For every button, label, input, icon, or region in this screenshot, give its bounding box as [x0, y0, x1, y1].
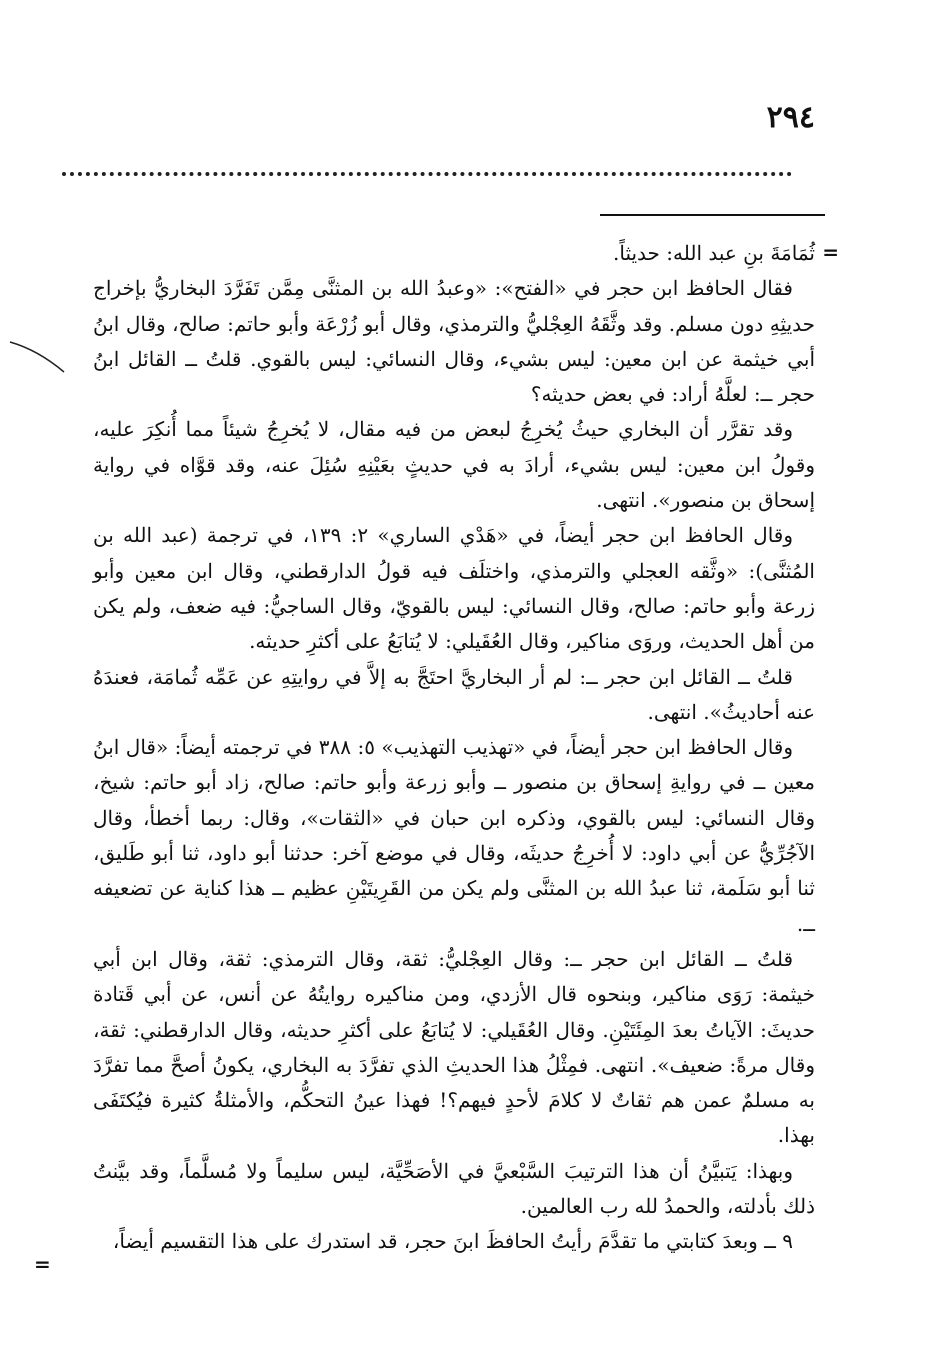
paragraph-5: قلتُ ــ القائل ابن حجر ــ: لم أر البخاريَّ احتَجَّ به إلاَّ في روايتِهِ عن عَمِّه ثُمامَة، فعندَهُ عنه أحاديثُ». انتهى.: [93, 664, 815, 724]
paragraph-2: فقال الحافظ ابن حجر في «الفتح»: «وعبدُ الله بن المثنَّى مِمَّن تَفَرَّدَ البخاريُّ بإخراج حديثِهِ دون مسلم. وقد وثَّقَهُ العِجْليُّ والترمذي، وقال أبو زُرْعَة وأبو حاتم: صالح، وقال ابنُ أبي خيثمة عن ابن معين: ليس بشيء، وقال النسائي: ليس بالقوي. قلتُ ــ القائل ابنُ حجر ــ: لعلَّهُ أراد: في بعض حديثه؟: [93, 276, 816, 407]
paragraph-9: ٩ ــ وبعدَ كتابتي ما تقدَّمَ رأيتُ الحافظَ ابنَ حجر، قد استدرك على هذا التقسيم أيضاً،: [112, 1229, 793, 1254]
paragraph-8: وبهذا: يَتبيَّنُ أن هذا الترتيبَ السَّبْعيَّ في الأصَحِّيَّة، ليس سليماً ولا مُسلَّماً، وقد بيَّنتُ ذلك بأدلته، والحمدُ لله رب العالمين.: [93, 1158, 815, 1219]
paragraph-3: وقد تقرَّر أن البخاري حيثُ يُخرِجُ لبعض من فيه مقال، لا يُخرِجُ شيئاً مما أُنكِرَ عليه، وقولُ ابن معين: ليس بشيء، أرادَ به في حديثٍ بعَيْنِهِ سُئِلَ عنه، وقد قوَّاه في رواية إسحاق بن منصور». انتهى.: [93, 417, 816, 513]
paragraph-1: ثُمَامَةَ بنِ عبد الله: حديثاً.: [613, 241, 815, 265]
paragraph-7: قلتُ ــ القائل ابن حجر ــ: وقال العِجْليُّ: ثقة، وقال الترمذي: ثقة، وقال ابن أبي خيثمة: رَوَى مناكير، وبنحوه قال الأزدي، ومن مناكيره روايتُهُ عن أنس، عن أبي قَتادة حديثَ: الآياتُ بعدَ المِئَتَيْنِ. وقال العُقَيلي: لا يُتابَعُ على أكثرِ حديثه، وقال الدارقطني: ثقة، وقال مرةً: ضعيف». انتهى. فمِثْلُ هذا الحديثِ الذي تفرَّدَ به البخاري، يكونُ أصحَّ مما تفرَّدَ به مسلمٌ عمن هم ثقاتٌ لا كلامَ لأحدٍ فيهم؟! فهذا عينُ التحكُّم، والأمثلةُ كثيرة فيُكتَفَى بهذا.: [93, 946, 815, 1148]
continuation-mark-bottom: =: [34, 1252, 51, 1276]
footnote-text: [93, 236, 815, 1260]
page-number: ٢٩٤: [766, 100, 815, 135]
dotted-separator: [62, 172, 792, 176]
paragraph-4: وقال الحافظ ابن حجر أيضاً، في «هَدْي الساري» ٢: ١٣٩، في ترجمة (عبد الله بن المُثنَّى): «وثَّقه العجلي والترمذي، واختلَف فيه قولُ الدارقطني، وقال ابن معين وأبو زرعة وأبو حاتم: صالح، وقال النسائي: ليس بالقويّ، وقال الساجيُّ: فيه ضعف، ولم يكن من أهل الحديث، وروَى مناكير، وقال العُقَيلي: لا يُتابَعُ على أكثرِ حديثه.: [93, 523, 815, 654]
pen-mark-icon: [8, 336, 68, 376]
footnote-separator: [600, 214, 825, 216]
continuation-mark-top: =: [822, 240, 839, 264]
paragraph-6: وقال الحافظ ابن حجر أيضاً، في «تهذيب التهذيب» ٥: ٣٨٨ في ترجمته أيضاً: «قال ابنُ معين ــ في روايةِ إسحاق بن منصور ــ وأبو زرعة وأبو حاتم: صالح، زاد أبو حاتم: شيخ، وقال النسائي: ليس بالقوي، وذكره ابن حبان في «الثقات»، وقال: ربما أخطأ، وقال الآجُرِّيُّ عن أبي داود: لا أُخرِجُ حديثَه، وقال في موضع آخر: حدثنا أبو داود، ثنا أبو طَليق، ثنا أبو سَلَمة، ثنا عبدُ الله بن المثنَّى ولم يكن من القَرِيتَيْنِ عظيم ــ هذا كناية عن تضعيفه ــ.: [93, 735, 815, 936]
